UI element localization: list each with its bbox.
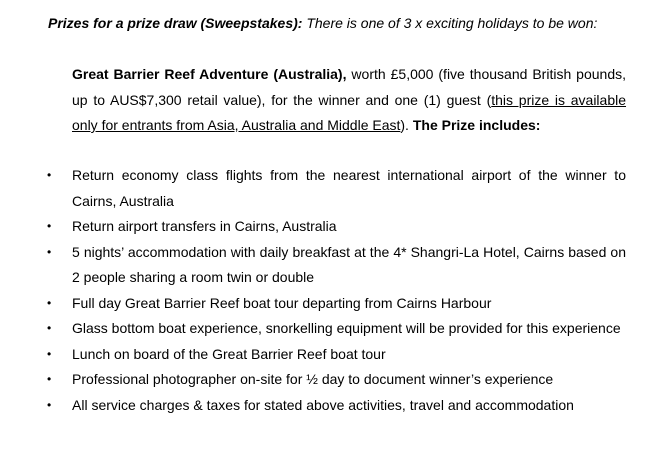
bullet-icon: •	[47, 321, 52, 335]
list-item-text: Glass bottom boat experience, snorkelling equipment will be provided for this experience	[72, 320, 621, 336]
list-item	[0, 393, 626, 419]
bullet-icon: •	[47, 346, 52, 361]
prize-name: Great Barrier Reef Adventure (Australia),	[72, 66, 347, 82]
list-item	[0, 367, 626, 393]
bullet-icon: •	[47, 372, 52, 386]
list-item	[0, 291, 626, 317]
list-item-text: 5 nights’ accommodation with daily breakfast at the 4* Shangri-La Hotel, Cairns based on 2 people sharing a room twin or double	[72, 243, 626, 285]
list-item	[0, 214, 626, 240]
intro-heading: Prizes for a prize draw (Sweepstakes):	[48, 15, 303, 31]
intro-line	[48, 13, 648, 33]
bullet-icon: •	[47, 295, 52, 310]
bullet-icon: •	[47, 397, 52, 412]
list-item-text: Full day Great Barrier Reef boat tour departing from Cairns Harbour	[72, 294, 492, 311]
list-item-text: Professional photographer on-site for ½ day to document winner’s experience	[72, 371, 554, 387]
prize-text-a: worth £5,000 (five thousand British pounds, up to AUS$7,300 retail value), for the winner and one (1) guest (	[72, 66, 627, 108]
prize-includes-label: The Prize includes:	[412, 117, 541, 133]
prize-text-b: ).	[400, 117, 413, 133]
list-item-text: Return airport transfers in Cairns, Australia	[72, 218, 337, 234]
prize-eligibility: this prize is available only for entrants from Asia, Australia and Middle East	[72, 91, 627, 133]
list-item	[0, 316, 626, 342]
bullet-icon: •	[47, 244, 52, 259]
prize-inclusions-list	[0, 163, 662, 418]
list-item-text: All service charges & taxes for stated above activities, travel and accommodation	[72, 396, 574, 413]
prize-description	[72, 62, 626, 139]
bullet-icon: •	[47, 219, 52, 233]
bullet-icon: •	[47, 168, 52, 182]
list-item	[0, 240, 626, 291]
list-item-text: Lunch on board of the Great Barrier Reef boat tour	[72, 345, 386, 362]
list-item	[0, 342, 626, 368]
list-item	[0, 163, 626, 214]
list-item-text: Return economy class flights from the nearest international airport of the winner to Cairns, Australia	[72, 167, 626, 209]
intro-text: There is one of 3 x exciting holidays to be won:	[302, 15, 598, 31]
